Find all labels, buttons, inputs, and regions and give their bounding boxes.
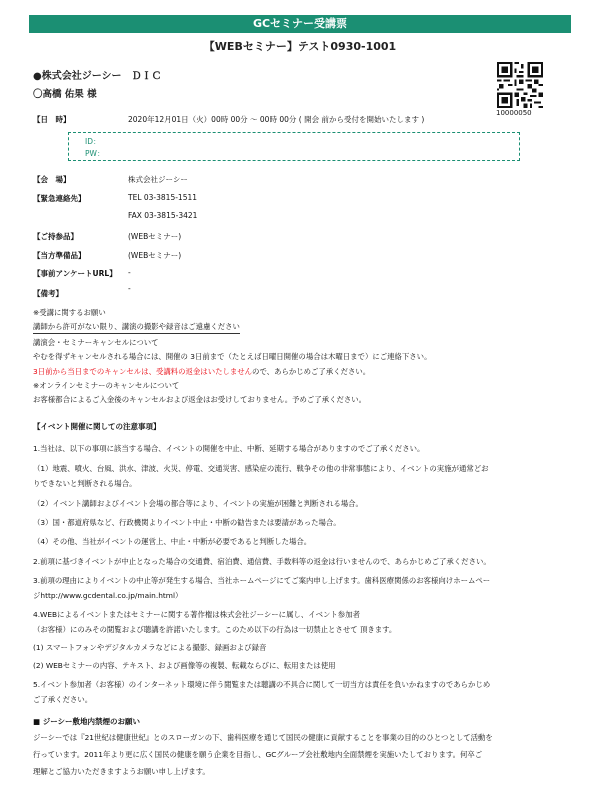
login-credentials-box: [68, 132, 520, 161]
bring-label: 【ご持参品】: [33, 232, 78, 241]
contact-fax: FAX 03-3815-3421: [128, 211, 198, 220]
note-attendance-heading: ※受講に関するお願い: [33, 308, 106, 317]
remarks-label: 【備考】: [33, 289, 63, 298]
remarks-value: -: [128, 284, 131, 293]
event-notes-heading: 【イベント開催に関しての注意事項】: [33, 422, 161, 431]
event-note-line: （お客様）にのみその閲覧および聴講を許諾いたします。このため以下の行為は一切禁止とさせて 頂きます。: [33, 625, 397, 634]
contact-tel: TEL 03-3815-1511: [128, 193, 198, 202]
event-note-line: りできないと判断される場合。: [33, 479, 137, 488]
prep-label: 【当方準備品】: [33, 251, 86, 260]
prep-value: (WEBセミナー): [128, 251, 182, 260]
event-note-line: （4）その他、当社がイベントの運営上、中止・中断が必要であると判断した場合。: [33, 537, 312, 546]
no-refund-warning: 3日前から当日までのキャンセルは、受講料の返金はいたしません: [33, 367, 253, 376]
venue-label: 【会 場】: [33, 175, 71, 184]
note-no-refund: [33, 366, 370, 377]
ticket-title-banner: GCセミナー受講票: [29, 15, 571, 33]
note-cancel-heading: 講演会・セミナーキャンセルについて: [33, 338, 159, 347]
survey-label: 【事前アンケートURL】: [33, 269, 117, 278]
smoking-line: 行っています。2011年より更に広く国民の健康を願う企業を目指し、GCグループ会社敷地内全面禁煙を実施いたしております。何卒ご: [33, 750, 483, 759]
seminar-title: 【WEBセミナー】テスト0930-1001: [203, 40, 397, 53]
date-value: 2020年12月01日（火）00時 00分 ～ 00時 00分 ( 開会 前から受付を開始いたします ): [128, 115, 425, 124]
event-note-line: 2.前項に基づきイベントが中止となった場合の交通費、宿泊費、通信費、手数料等の返金は行いませんので、あらかじめご了承ください。: [33, 557, 491, 566]
event-note-line: （3）国・都道府県など、行政機関よりイベント中止・中断の勧告または要請があった場合。: [33, 518, 341, 527]
event-note-line: ジhttp://www.gcdental.co.jp/main.html）: [33, 591, 183, 600]
recipient-name: 〇高橋 佑果 様: [33, 89, 97, 100]
bring-value: (WEBセミナー): [128, 232, 182, 241]
smoking-line: ジーシーでは『21世紀は健康世紀』とのスローガンの下、歯科医療を通じて国民の健康に貢献することを事業の目的のひとつとして活動を: [33, 733, 493, 742]
ticket-number: 10000050: [496, 109, 532, 117]
smoking-heading: ■ ジーシー敷地内禁煙のお願い: [33, 717, 141, 726]
event-note-line: 1.当社は、以下の事項に該当する場合、イベントの開催を中止、中断、延期する場合がありますのでご了承ください。: [33, 444, 425, 453]
event-note-line: (1) スマートフォンやデジタルカメラなどによる撮影、録画および録音: [33, 643, 267, 652]
event-note-line: 5.イベント参加者（お客様）のインターネット環境に伴う閲覧または聴講の不具合に関して一切当方は責任を負いかねますのであらかじめ: [33, 680, 491, 689]
note-no-recording: 講師から許可がない限り、講演の撮影や録音はご遠慮ください: [33, 321, 240, 334]
event-note-line: 4.WEBによるイベントまたはセミナーに関する著作権は株式会社ジーシーに属し、イベント参加者: [33, 610, 360, 619]
note-cancel-deadline: やむを得ずキャンセルされる場合には、開催の 3日前まで（たとえば日曜日開催の場合は木曜日まで）にご連絡下さい。: [33, 352, 432, 361]
note-online-cancel-body: お客様都合によるご入金後のキャンセルおよび返金はお受けしておりません。予めご了承ください。: [33, 395, 367, 404]
venue-value: 株式会社ジーシー: [128, 175, 188, 184]
event-note-line: （2）イベント講師およびイベント会場の都合等により、イベントの実施が困難と判断される場合。: [33, 499, 363, 508]
event-note-line: ご了承ください。: [33, 695, 93, 704]
qr-code: [497, 62, 543, 108]
pw-label: PW：: [85, 149, 105, 158]
no-refund-rest: ので、あらかじめご了承ください。: [252, 367, 371, 376]
event-note-line: (2) WEBセミナーの内容、テキスト、および画像等の複製、転載ならびに、転用または使用: [33, 661, 336, 670]
contact-label: 【緊急連絡先】: [33, 194, 86, 203]
survey-value: -: [128, 268, 131, 277]
date-label: 【日 時】: [33, 115, 71, 124]
recipient-company: ●株式会社ジーシー ＤＩＣ: [33, 71, 162, 82]
smoking-line: 理解とご協力いただきますようお願い申し上げます。: [33, 767, 210, 776]
note-online-cancel-heading: ※オンラインセミナーのキャンセルについて: [33, 381, 180, 390]
event-note-line: 3.前項の理由によりイベントの中止等が発生する場合、当社ホームページにてご案内申し上げます。歯科医療関係のお客様向けホームペー: [33, 576, 491, 585]
event-note-line: （1）地震、噴火、台風、洪水、津波、火災、停電、交通災害、感染症の流行、戦争その他の非常事態により、イベントの実施が通常どお: [33, 464, 489, 473]
id-label: ID：: [85, 137, 101, 146]
